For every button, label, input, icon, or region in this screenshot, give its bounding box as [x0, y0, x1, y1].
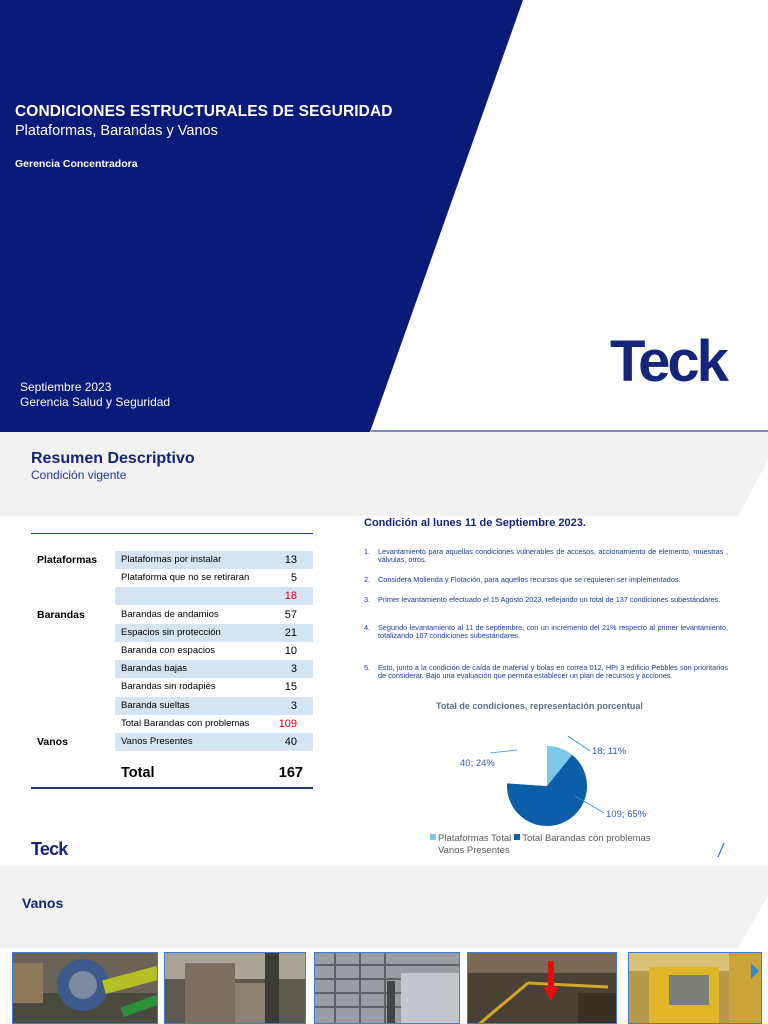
presentation-title: CONDICIONES ESTRUCTURALES DE SEGURIDAD: [15, 103, 393, 120]
row-label: Baranda sueltas: [121, 699, 190, 711]
row-label: Plataforma que no se retiraran: [121, 572, 250, 584]
title-slide: [0, 0, 768, 432]
legend-label: Plataformas Total: [438, 833, 512, 844]
table-cell: [115, 606, 313, 624]
photo-5: [628, 952, 762, 1024]
row-value: 10: [284, 645, 297, 657]
pie-leader-line: [568, 736, 590, 751]
photo-2: [164, 952, 306, 1024]
photo-2-image: [165, 953, 306, 1024]
condition-text: Levantamiento para aquellas condiciones vulnerables de accesos, accionamiento de elemento, muestras , válvulas, otros.: [378, 547, 728, 565]
photo-4: [467, 952, 617, 1024]
group-label: Barandas: [37, 608, 85, 621]
row-value: 3: [290, 699, 297, 712]
table-cell: [115, 624, 313, 642]
condition-number: 1.: [364, 547, 371, 556]
condition-heading: Condición al lunes 11 de Septiembre 2023.: [364, 517, 586, 529]
chart-title: Total de condiciones, representación porcentual: [436, 701, 643, 711]
condition-text: Primer levantamiento efectuado el 15 Agosto 2023, reflejando un total de 137 condiciones subestándares.: [378, 595, 721, 604]
row-label: Barandas bajas: [121, 663, 188, 675]
pie-data-label: 109; 65%: [606, 809, 647, 820]
legend-swatch: [514, 834, 520, 840]
table-cell: [115, 660, 313, 678]
table-row: [31, 642, 313, 660]
condition-number: 2.: [364, 575, 371, 584]
condition-number: 4.: [364, 623, 371, 632]
group-label: Vanos: [37, 736, 68, 748]
table-cell: [115, 733, 313, 751]
teck-logo: Teck: [610, 329, 726, 394]
row-label: Total Barandas con problemas: [121, 717, 250, 729]
pie-leader-line: [490, 750, 517, 753]
table-bottom-rule: [31, 787, 313, 789]
row-value: 18: [284, 590, 297, 603]
table-row: [31, 587, 313, 605]
table-row: [31, 715, 313, 733]
pie-data-label: 40; 24%: [460, 758, 495, 769]
condition-number: 5.: [364, 663, 371, 672]
row-label: Plataformas por instalar: [121, 554, 222, 565]
legend-swatch: [430, 834, 436, 840]
photo-1: [12, 952, 158, 1024]
summary-title: Resumen Descriptivo: [31, 450, 195, 467]
table-row: [31, 678, 313, 696]
summary-slide: [0, 432, 768, 866]
row-label: Barandas de andamios: [121, 608, 219, 620]
photo-3-image: [315, 953, 460, 1024]
legend-label: Vanos Presentes: [438, 845, 510, 856]
row-label: Barandas sin rodapiés: [121, 681, 216, 693]
row-value: 21: [284, 626, 297, 639]
photo-3: [314, 952, 460, 1024]
table-cell: [115, 551, 313, 569]
condition-text: Segundo levantamiento al 11 de septiembre, con un incremento del 21% respecto al primer levantamiento, totalizando 167 condiciones subestándares.: [378, 623, 728, 641]
condition-number: 3.: [364, 595, 371, 604]
table-cell: [115, 642, 313, 660]
vanos-slide: [0, 866, 768, 1024]
pie-slice: [507, 746, 547, 786]
row-label: Baranda con espacios: [121, 645, 216, 656]
date-block: [20, 380, 170, 410]
condition-text: Considera Molienda y Flotación, para aquellos recursos que se requieren ser implementados.: [378, 575, 681, 584]
row-value: 13: [284, 554, 297, 566]
vanos-title: Vanos: [22, 895, 64, 911]
table-cell: [115, 678, 313, 696]
row-value: 3: [290, 663, 297, 676]
photo-1-image: [13, 953, 158, 1024]
pie-data-label: 18; 11%: [592, 746, 627, 757]
photo-4-image: [468, 953, 617, 1024]
presentation-date: Septiembre 2023: [20, 380, 112, 394]
table-top-rule: [31, 533, 313, 534]
row-value: 15: [284, 681, 297, 694]
table-row: [31, 569, 313, 587]
photo-5-image: [629, 953, 762, 1024]
row-label: Vanos Presentes: [121, 736, 193, 747]
department-label: Gerencia Concentradora: [15, 158, 138, 170]
table-cell: [115, 587, 313, 605]
row-value: 5: [290, 572, 297, 585]
teck-logo-small: Teck: [31, 839, 68, 859]
footer-department: Gerencia Salud y Seguridad: [20, 395, 171, 409]
table-row: [31, 660, 313, 678]
table-row: [31, 624, 313, 642]
slash-mark: [716, 842, 726, 858]
table-row: [31, 697, 313, 715]
legend-item: [430, 833, 511, 845]
table-cell: [115, 697, 313, 715]
row-value: 109: [278, 717, 297, 730]
row-value: 57: [284, 608, 297, 621]
chart-legend: [430, 833, 654, 857]
legend-label: Total Barandas con problemas: [522, 833, 651, 844]
row-value: 40: [284, 736, 297, 748]
table-cell: [115, 569, 313, 587]
summary-subtitle: Condición vigente: [31, 468, 127, 482]
total-label: Total: [121, 765, 155, 781]
legend-item: [438, 845, 510, 857]
presentation-subtitle: Plataformas, Barandas y Vanos: [15, 123, 218, 139]
table-row: [31, 733, 313, 751]
group-label: Plataformas: [37, 554, 98, 566]
row-label: Espacios sin protección: [121, 626, 221, 638]
pie-chart: [420, 717, 720, 827]
total-value: 167: [278, 765, 303, 781]
header-band: [0, 866, 768, 948]
condition-text: Esto, junto a la condición de caída de material y bolas en correa 012, HPI 3 edificio Pebbles son prioritarios de considerar. Bajo una evaluación que permita establecer un plan de recursos y acciones.: [378, 663, 728, 681]
table-cell: [115, 715, 313, 733]
legend-item: [514, 833, 650, 845]
